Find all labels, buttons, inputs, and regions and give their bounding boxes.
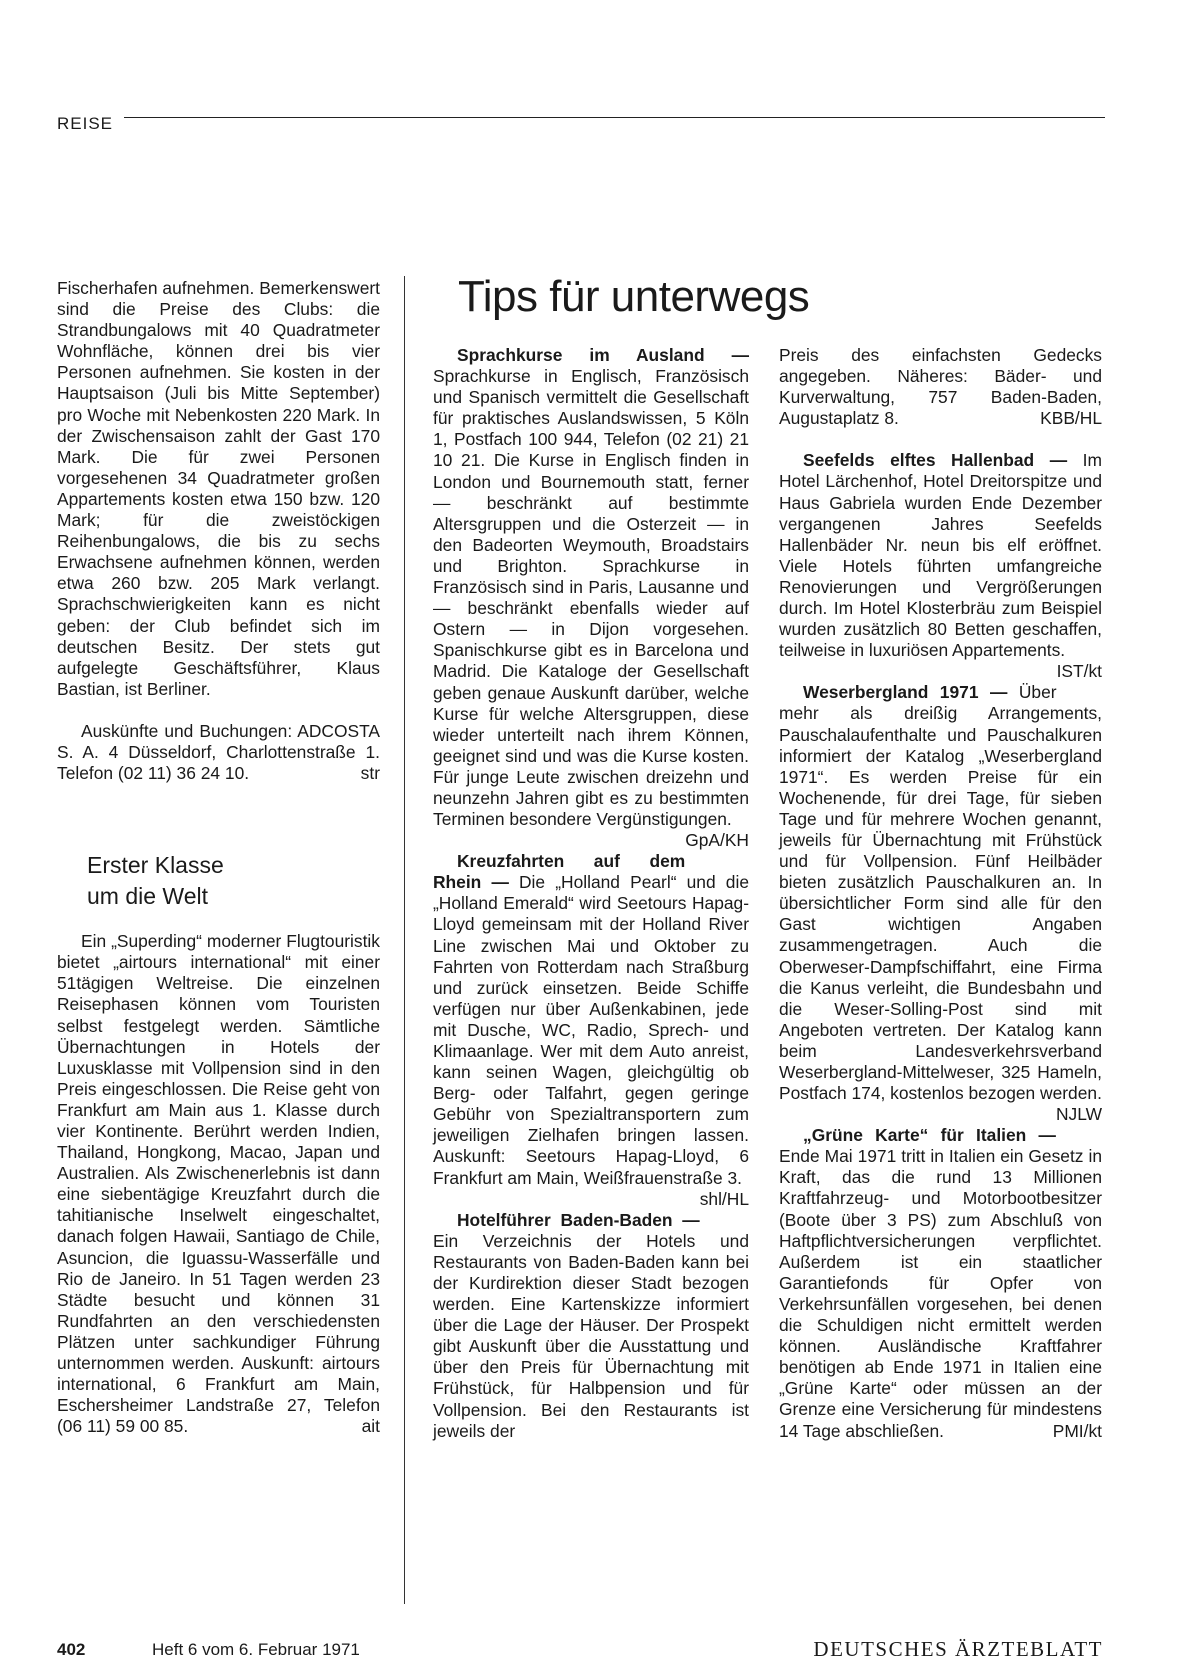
news-item-headline: „Grüne Karte“ für Italien — xyxy=(803,1125,1056,1146)
news-item: Hotelführer Baden-Baden — Ein Verzeichnis der Hotels und Restaurants von Baden-Baden kann bei der Kurdirektion dieser Stadt bezogen werden. Eine Kartenskizze informiert über die Lage der Häuser. Der Prospekt gibt Auskunft über die Ausstattung und über den Preis für Übernachtung mit Frühstück, für Halbpension und für Vollpension. Bei den Restaurants ist jeweils der xyxy=(433,1209,749,1441)
news-item: Sprachkurse im Ausland — Sprachkurse in Englisch, Französisch und Spanisch vermittelt die Gesellschaft für praktisches Auslandswissen, 5 Köln 1, Postfach 100 944, Telefon (02 21) 21 10 21. Die Kurse in Englisch finden in London und Bournemouth statt, ferner — beschränkt auf bestimmte Altersgruppen und die Osterzeit — in den Badeorten Weymouth, Broadstairs und Brighton. Sprachkurse in Französisch sind in Paris, Lausanne und — beschränkt ebenfalls wieder auf Ostern — in Dijon vorgesehen. Spanischkurse gibt es in Barcelona und Madrid. Die Kataloge der Gesellschaft geben genaue Auskunft darüber, welche Kurse für welche Altersgruppen, diese wieder unterteilt nach ihrem Können, geeignet sind und was die Kurse kosten. Für junge Leute zwischen dreizehn und neunzehn Jahren gibt es zu bestimmten Terminen besondere Vergünstigungen. GpA/KH xyxy=(433,345,749,851)
article-paragraph: Ein „Superding“ moderner Flugtouristik bietet „airtours international“ mit einer 51tägigen Weltreise. Die einzelnen Reisephasen können vom Touristen selbst festgelegt werden. Sämtliche Übernachtungen in Hotels der Luxusklasse mit Vollpension sind in den Preis eingeschlossen. Die Reise geht von Frankfurt am Main aus 1. Klasse durch vier Kontinente. Berührt werden Indien, Thailand, Hongkong, Macao, Japan und Australien. Als Zwischenerlebnis ist dann eine siebentägige Kreuzfahrt durch die tahitianische Inselwelt eingeschaltet, danach folgen Hawaii, Santiago de Chile, Asuncion, die Iguassu-Wasserfälle und Rio de Janeiro. In 51 Tagen werden 23 Städte besucht und können 31 Rundfahrten an den verschiedensten Plätzen unter sachkundiger Führung unternommen werden. Auskunft: airtours international, 6 Frankfurt am Main, Eschersheimer Landstraße 27, Telefon (06 11) 59 00 85. ait xyxy=(57,931,380,1437)
news-item: Weserbergland 1971 — Über mehr als dreißig Arrangements, Pauschalaufenthalte und Pauschalkuren informiert der Katalog „Weserbergland 1971“. Es werden Preise für ein Wochenende, für drei Tage, für sieben Tage und für mehrere Wochen genannt, jeweils für Übernachtung mit Frühstück und für Vollpension. Fünf Heilbäder bieten zusätzlich Pauschalkuren an. In übersichtlicher Form sind alle für den Gast wichtigen Angaben zusammengetragen. Auch die Oberweser-Dampfschiffahrt, eine Firma die Kanus verleiht, die Bundesbahn und die Weser-Solling-Post sind mit Angeboten vertreten. Der Katalog kann beim Landesverkehrsverband Weserbergland-Mittelweser, 325 Hameln, Postfach 174, kostenlos bezogen werden. NJLW xyxy=(779,682,1102,1125)
news-item: „Grüne Karte“ für Italien — Ende Mai 1971 tritt in Italien ein Gesetz in Kraft, das die rund 13 Millionen Kraftfahrzeug- und Motorbootbesitzer (Boote über 3 PS) zum Abschluß von Haftpflichtversicherungen verpflichtet. Außerdem ist ein staatlicher Garantiefonds für Opfer von Verkehrsunfällen vorgesehen, bei denen die Schuldigen nicht ermittelt werden können. Ausländische Kraftfahrer benötigen ab Ende 1971 in Italien eine „Grüne Karte“ oder müssen an der Grenze eine Versicherung für mindestens 14 Tage abschließen. PMI/kt xyxy=(779,1125,1102,1441)
author-signature: str xyxy=(360,763,380,784)
page-number: 402 xyxy=(57,1640,86,1659)
contact-paragraph: Auskünfte und Buchungen: ADCOSTA S. A. 4 Düsseldorf, Charlottenstraße 1. Telefon (02 11) 36 24 10. str xyxy=(57,720,380,784)
author-signature: PMI/kt xyxy=(1052,1420,1102,1441)
news-item-continuation: Preis des einfachsten Gedecks angegeben. Näheres: Bäder- und Kurverwaltung, 757 Baden-Baden, Augustaplatz 8. KBB/HL xyxy=(779,345,1102,429)
column-middle xyxy=(433,345,749,1442)
author-signature: IST/kt xyxy=(1056,661,1102,682)
column-left xyxy=(57,278,380,1437)
section-label: REISE xyxy=(57,114,114,133)
news-item: Kreuzfahrten auf dem Rhein — Die „Holland Pearl“ und die „Holland Emerald“ wird Seetours Hapag-Lloyd gemeinsam mit der Holland River Line zwischen Mai und Oktober zu Fahrten von Rotterdam nach Straßburg und zurück einsetzen. Beide Schiffe verfügen nur über Außenkabinen, jede mit Dusche, WC, Radio, Sprech- und Klimaanlage. Wer mit dem Auto anreist, kann seinen Wagen, gleichgültig ob Berg- oder Talfahrt, gegen geringe Gebühr von Spezialtransportern zum jeweiligen Zielhafen bringen lassen. Auskunft: Seetours Hapag-Lloyd, 6 Frankfurt am Main, Weißfrauenstraße 3. shl/HL xyxy=(433,851,749,1209)
author-signature: shl/HL xyxy=(699,1188,749,1209)
author-signature: KBB/HL xyxy=(1040,408,1102,429)
journal-name: DEUTSCHES ÄRZTEBLATT xyxy=(813,1637,1103,1661)
page-title: Tips für unterwegs xyxy=(458,272,810,321)
news-item: Seefelds elftes Hallenbad — Im Hotel Lärchenhof, Hotel Dreitorspitze und Haus Gabriela wurden Ende Dezember vergangenen Jahres Seefelds Hallenbäder Nr. neun bis elf eröffnet. Viele Hotels führten umfangreiche Renovierungen und Vergrößerungen durch. Im Hotel Klosterbräu zum Beispiel wurden zusätzlich 80 Betten geschaffen, teilweise in luxuriösen Appartements. IST/kt xyxy=(779,450,1102,682)
article-paragraph: Fischerhafen aufnehmen. Bemerkenswert sind die Preise des Clubs: die Strandbungalows mit 40 Quadratmeter Wohnfläche, können drei bis vier Personen aufnehmen. Sie kosten in der Hauptsaison (Juli bis Mitte September) pro Woche mit Nebenkosten 220 Mark. In der Zwischensaison zahlt der Gast 170 Mark. Die für zwei Personen vorgesehenen 34 Quadratmeter großen Appartements kosten etwa 150 bzw. 120 Mark; für die zweistöckigen Reihenbungalows, die bis zu sechs Erwachsene aufnehmen können, werden etwa 260 bzw. 205 Mark verlangt. Sprachschwierigkeiten kann es nicht geben: der Club befindet sich im deutschen Besitz. Der stets gut aufgelegte Geschäftsführer, Klaus Bastian, ist Berliner. xyxy=(57,278,380,699)
news-item-headline: Sprachkurse im Ausland — xyxy=(457,345,749,365)
author-signature: ait xyxy=(361,1416,380,1437)
author-signature: NJLW xyxy=(1055,1104,1102,1125)
author-signature: GpA/KH xyxy=(685,830,749,851)
column-divider xyxy=(404,276,405,1604)
header-rule xyxy=(124,117,1105,118)
column-right xyxy=(779,345,1102,1442)
issue-info: Heft 6 vom 6. Februar 1971 xyxy=(152,1640,360,1659)
news-item-headline: Weserbergland 1971 — xyxy=(803,682,1008,703)
news-item-headline: Kreuzfahrten auf dem Rhein — xyxy=(433,851,686,893)
news-item-headline: Hotelführer Baden-Baden — xyxy=(457,1209,700,1230)
news-item-headline: Seefelds elftes Hallenbad — xyxy=(803,450,1068,471)
article-subtitle: Erster Klasse um die Welt xyxy=(87,852,224,910)
